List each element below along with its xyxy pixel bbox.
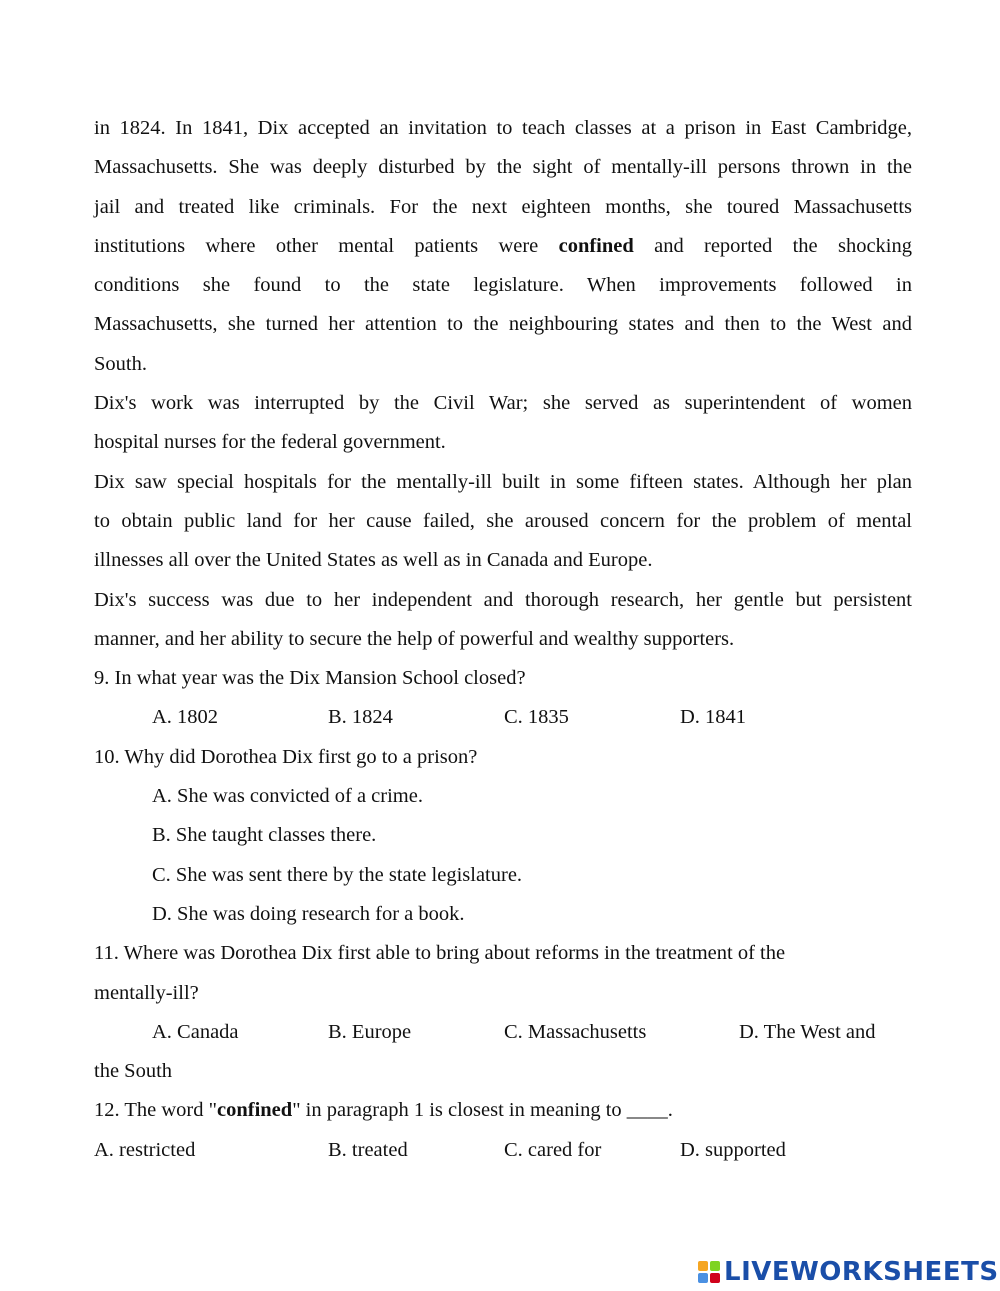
option-d[interactable]: D. The West and (739, 1020, 876, 1043)
option-b[interactable]: B. Europe (328, 1020, 412, 1043)
option-c[interactable]: C. 1835 (504, 706, 569, 729)
question-11-cont: mentally-ill? (94, 981, 199, 1004)
passage-line: Dix saw special hospitals for the mentally-ill built in some fifteen states. Although her plan (94, 470, 912, 493)
option-a[interactable]: A. She was convicted of a crime. (152, 785, 423, 808)
worksheet-page (94, 109, 912, 1170)
option-c[interactable]: C. cared for (504, 1138, 602, 1161)
liveworksheets-logo (698, 1256, 999, 1288)
question-12 (94, 1091, 912, 1130)
passage-line: Massachusetts. She was deeply disturbed by the sight of mentally-ill persons thrown in the (94, 156, 912, 179)
passage-line: to obtain public land for her cause failed, she aroused concern for the problem of mental (94, 509, 912, 532)
passage-line: Dix's success was due to her independent and thorough research, her gentle but persistent (94, 588, 912, 611)
passage-text: and reported the shocking (633, 234, 912, 257)
option-d[interactable]: D. supported (680, 1138, 786, 1161)
question-10: 10. Why did Dorothea Dix first go to a prison? (94, 745, 478, 768)
passage-text: institutions where other mental patients were (94, 234, 559, 257)
option-a[interactable]: A. restricted (94, 1138, 196, 1161)
logo-blocks-icon (698, 1261, 720, 1283)
option-b[interactable]: B. treated (328, 1138, 408, 1161)
option-c[interactable]: C. She was sent there by the state legislature. (152, 863, 523, 886)
passage-line: hospital nurses for the federal government. (94, 431, 446, 454)
question-text: 12. The word " (94, 1099, 217, 1122)
question-11: 11. Where was Dorothea Dix first able to bring about reforms in the treatment of the (94, 942, 786, 965)
passage-line: in 1824. In 1841, Dix accepted an invitation to teach classes at a prison in East Cambridge, (94, 117, 912, 139)
question-9: 9. In what year was the Dix Mansion School closed? (94, 667, 526, 690)
passage-line: South. (94, 352, 147, 375)
passage-line: manner, and her ability to secure the help of powerful and wealthy supporters. (94, 627, 735, 650)
keyword-confined: confined (558, 234, 634, 257)
option-d[interactable]: D. She was doing research for a book. (152, 902, 465, 925)
question-12-options (94, 1131, 912, 1170)
option-b[interactable]: B. She taught classes there. (152, 824, 377, 847)
passage-line: Dix's work was interrupted by the Civil War; she served as superintendent of women (94, 392, 912, 415)
logo-text: LIVEWORKSHEETS (724, 1257, 999, 1287)
logo-block (698, 1261, 708, 1271)
option-a[interactable]: A. 1802 (152, 706, 219, 729)
passage-line: illnesses all over the United States as well as in Canada and Europe. (94, 549, 653, 572)
option-a[interactable]: A. Canada (152, 1020, 239, 1043)
keyword-confined: confined (217, 1099, 293, 1122)
passage-line (94, 227, 912, 266)
question-9-options (94, 698, 912, 737)
logo-block (698, 1273, 708, 1283)
option-c[interactable]: C. Massachusetts (504, 1020, 647, 1043)
logo-block (710, 1273, 720, 1283)
passage-line: conditions she found to the state legislature. When improvements followed in (94, 274, 912, 297)
option-d-cont: the South (94, 1060, 173, 1083)
logo-block (710, 1261, 720, 1271)
passage-line: Massachusetts, she turned her attention to the neighbouring states and then to the West and (94, 313, 912, 336)
question-11-options (94, 1013, 912, 1052)
passage-line: jail and treated like criminals. For the next eighteen months, she toured Massachusetts (94, 195, 912, 218)
option-b[interactable]: B. 1824 (328, 706, 393, 729)
question-text: " in paragraph 1 is closest in meaning to ____. (292, 1099, 673, 1122)
option-d[interactable]: D. 1841 (680, 706, 747, 729)
